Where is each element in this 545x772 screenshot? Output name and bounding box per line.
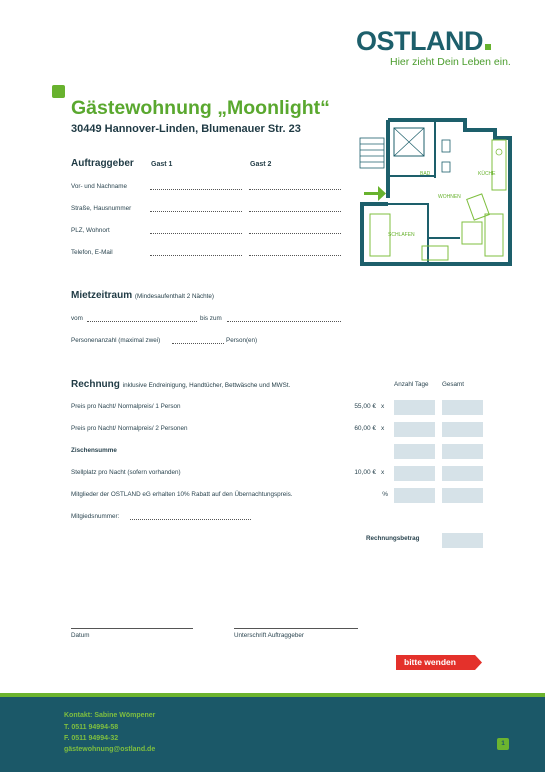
guest2-heading: Gast 2: [250, 161, 272, 168]
field-label-contact: Telefon, E-Mail: [71, 249, 113, 256]
client-signature-line[interactable]: [234, 628, 358, 629]
row-price-2-persons: 60,00 €: [354, 425, 376, 432]
entrance-arrow-icon: [364, 186, 386, 201]
room-label-wohnen: WOHNEN: [438, 194, 461, 200]
page-number: 1: [497, 738, 509, 750]
button-label: bitte wenden: [404, 657, 456, 667]
guest1-heading: Gast 1: [151, 161, 173, 168]
guest2-street-field[interactable]: [249, 211, 341, 212]
rechnung-title: Rechnung: [71, 379, 120, 390]
mietzeitraum-note: (Mindesaufenthalt 2 Nächte): [134, 293, 215, 300]
ostland-logo: [356, 26, 491, 57]
total-field-1-person[interactable]: [442, 400, 483, 415]
guest2-city-field[interactable]: [249, 233, 341, 234]
row-label-discount: Mitglieder der OSTLAND eG erhalten 10% Rabatt auf den Übernachtungspreis.: [71, 491, 293, 498]
footer-fax: F. 0511 94994-32: [64, 735, 119, 742]
total-field-subtotal[interactable]: [442, 444, 483, 459]
row-percent-discount: %: [382, 491, 388, 498]
days-field-2-persons[interactable]: [394, 422, 435, 437]
row-label-subtotal: Zischensumme: [71, 447, 117, 454]
rechnung-note: inklusive Endreinigung, Handtücher, Bettwäsche und MWSt.: [122, 382, 291, 389]
stairs: [360, 138, 384, 168]
title-marker: [52, 85, 65, 98]
auftraggeber-heading: Auftraggeber: [71, 158, 134, 169]
persons-unit: Person(en): [226, 337, 258, 344]
logo-dot: [485, 44, 491, 50]
date-label: Datum: [71, 632, 90, 639]
member-number-field[interactable]: [130, 519, 251, 520]
bitte-wenden-button[interactable]: [396, 655, 482, 670]
footer-phone: T. 0511 94994-58: [64, 724, 119, 731]
days-field-parking[interactable]: [394, 466, 435, 481]
row-price-parking: 10,00 €: [354, 469, 376, 476]
row-price-1-person: 55,00 €: [354, 403, 376, 410]
tagline: Hier zieht Dein Leben ein.: [390, 56, 511, 68]
guest1-street-field[interactable]: [150, 211, 242, 212]
row-mult-1-person: x: [381, 403, 385, 410]
guest1-contact-field[interactable]: [150, 255, 242, 256]
total-field-discount[interactable]: [442, 488, 483, 503]
total-label: Rechnungsbetrag: [366, 535, 420, 542]
row-label-parking: Stellplatz pro Nacht (sofern vorhanden): [71, 469, 181, 476]
member-number-label: Mitgiedsnummer:: [71, 513, 120, 520]
row-mult-parking: x: [381, 469, 385, 476]
total-field-parking[interactable]: [442, 466, 483, 481]
floorplan-diagram: [350, 118, 515, 268]
mietzeitraum-heading: [71, 290, 214, 301]
row-label-1-person: Preis pro Nacht/ Normalpreis/ 1 Person: [71, 403, 181, 410]
total-field-2-persons[interactable]: [442, 422, 483, 437]
page-title: Gästewohnung „Moonlight“: [71, 97, 330, 119]
logo-text: OSTLAND: [356, 26, 483, 56]
until-label: bis zum: [200, 315, 222, 322]
from-label: vom: [71, 315, 83, 322]
signature-label: Unterschrift Auftraggeber: [234, 632, 305, 639]
row-mult-2-persons: x: [381, 425, 385, 432]
guest1-city-field[interactable]: [150, 233, 242, 234]
field-label-city: PLZ, Wohnort: [71, 227, 110, 234]
until-date-field[interactable]: [227, 321, 341, 322]
from-date-field[interactable]: [87, 321, 197, 322]
col-days-header: Anzahl Tage: [394, 381, 429, 388]
row-label-2-persons: Preis pro Nacht/ Normalpreis/ 2 Personen: [71, 425, 188, 432]
address: 30449 Hannover-Linden, Blumenauer Str. 23: [71, 123, 301, 135]
guest1-name-field[interactable]: [150, 189, 242, 190]
guest2-contact-field[interactable]: [249, 255, 341, 256]
persons-field[interactable]: [172, 343, 224, 344]
rechnung-heading: [71, 379, 290, 390]
days-field-subtotal[interactable]: [394, 444, 435, 459]
total-amount-field[interactable]: [442, 533, 483, 548]
date-signature-line[interactable]: [71, 628, 193, 629]
col-total-header: Gesamt: [442, 381, 465, 388]
persons-label: Personenanzahl (maximal zwei): [71, 337, 161, 344]
guest2-name-field[interactable]: [249, 189, 341, 190]
footer-email[interactable]: gästewohnung@ostland.de: [64, 746, 156, 753]
field-label-street: Straße, Hausnummer: [71, 205, 132, 212]
room-label-kueche: KÜCHE: [478, 171, 496, 177]
room-label-schlafen: SCHLAFEN: [388, 232, 415, 238]
footer-contact: Kontakt: Sabine Wömpener: [64, 712, 156, 719]
field-label-name: Vor- und Nachname: [71, 183, 128, 190]
days-field-discount[interactable]: [394, 488, 435, 503]
room-label-bad: BAD: [420, 171, 431, 177]
mietzeitraum-title: Mietzeitraum: [71, 290, 133, 301]
days-field-1-person[interactable]: [394, 400, 435, 415]
